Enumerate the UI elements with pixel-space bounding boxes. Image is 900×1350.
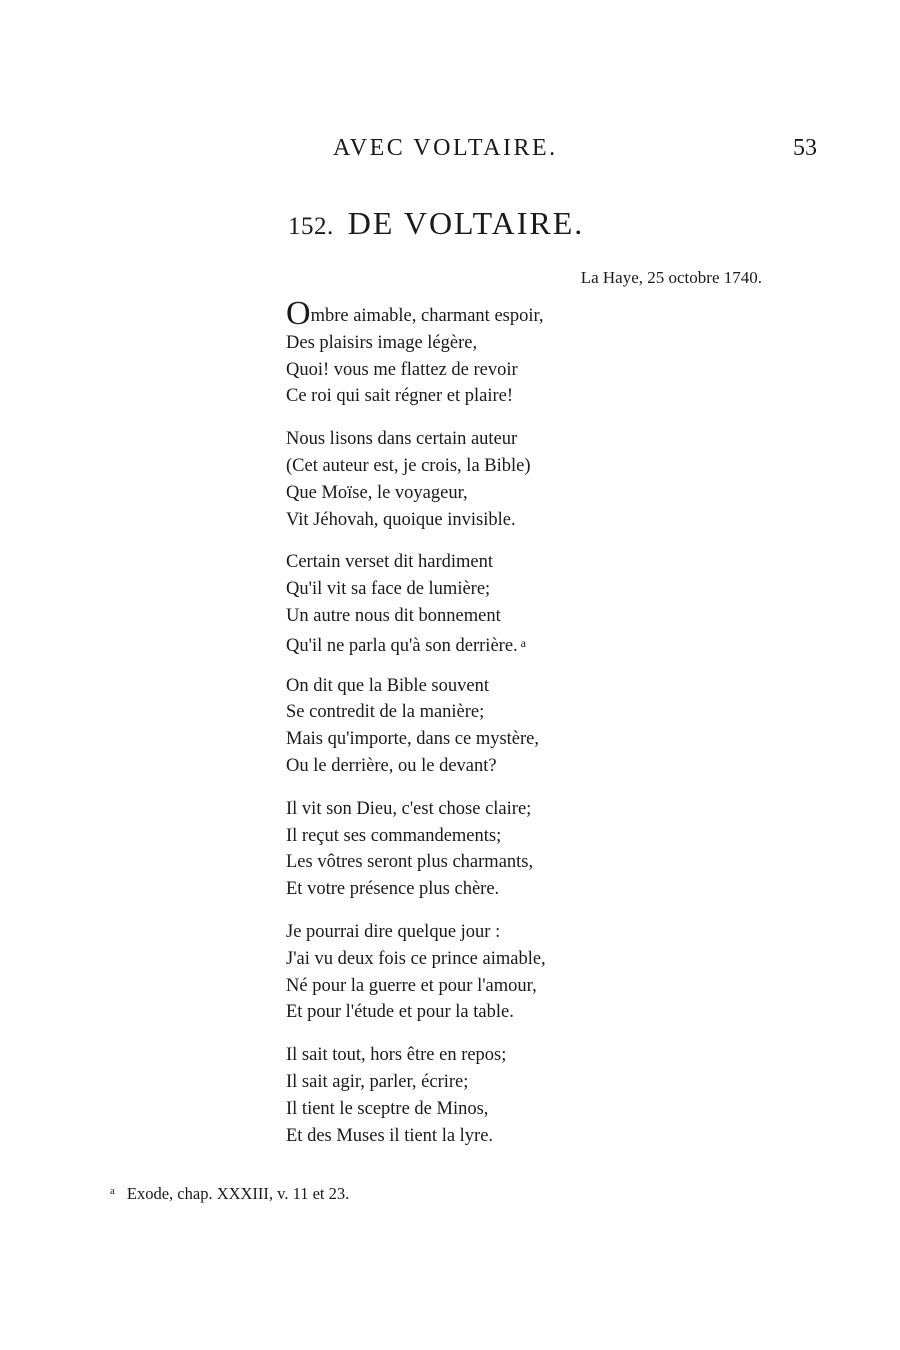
stanza-3: [286, 549, 786, 656]
footnote-text: Exode, chap. XXXIII, v. 11 et 23.: [126, 1184, 350, 1203]
stanza-5: [286, 796, 786, 903]
poem-line: Se contredit de la manière;: [286, 702, 485, 723]
poem-line: Et votre présence plus chère.: [286, 879, 500, 900]
poem-line: Qu'il ne parla qu'à son derrière. $^a$: [286, 635, 526, 656]
initial-letter: O: [286, 295, 311, 332]
stanza-7: [286, 1042, 786, 1149]
poem-line: Il sait agir, parler, écrire;: [286, 1071, 469, 1092]
poem-line: Des plaisirs image légère,: [286, 332, 478, 353]
poem-line: Vit Jéhovah, quoique invisible.: [286, 509, 516, 530]
poem-line: Un autre nous dit bonnement: [286, 605, 501, 626]
poem: [286, 295, 786, 1165]
poem-line: Je pourrai dire quelque jour :: [286, 921, 501, 942]
stanza-2: [286, 426, 786, 533]
poem-line: J'ai vu deux fois ce prince aimable,: [286, 948, 546, 969]
footnote-marker: a: [110, 1185, 115, 1197]
footnote: [110, 1184, 349, 1204]
dateline: La Haye, 25 octobre 1740.: [580, 268, 762, 287]
poem-line: Ce roi qui sait régner et plaire!: [286, 386, 514, 407]
poem-line: Et pour l'étude et pour la table.: [286, 1002, 514, 1023]
poem-line: Il vit son Dieu, c'est chose claire;: [286, 798, 532, 819]
running-head: AVEC VOLTAIRE.: [333, 135, 558, 161]
stanza-6: [286, 919, 786, 1026]
letter-number: 152.: [288, 213, 334, 240]
poem-line: Il tient le sceptre de Minos,: [286, 1098, 489, 1119]
poem-line: Qu'il vit sa face de lumière;: [286, 579, 491, 600]
letter-heading: [288, 205, 584, 242]
poem-line: Ombre aimable, charmant espoir,: [286, 295, 544, 332]
poem-line: Quoi! vous me flattez de revoir: [286, 359, 518, 380]
poem-line: On dit que la Bible souvent: [286, 675, 489, 696]
page-number: 53: [793, 135, 817, 161]
poem-line: Il reçut ses commandements;: [286, 825, 502, 846]
stanza-4: [286, 673, 786, 780]
footnote-reference[interactable]: a: [520, 635, 526, 650]
poem-line: Que Moïse, le voyageur,: [286, 482, 468, 503]
poem-line: Et des Muses il tient la lyre.: [286, 1125, 494, 1146]
poem-line: (Cet auteur est, je crois, la Bible): [286, 455, 531, 476]
poem-line: Certain verset dit hardiment: [286, 552, 494, 573]
poem-line: Né pour la guerre et pour l'amour,: [286, 975, 537, 996]
poem-line: Il sait tout, hors être en repos;: [286, 1045, 507, 1066]
letter-title: DE VOLTAIRE.: [347, 205, 585, 241]
stanza-1: [286, 295, 786, 410]
poem-line: Les vôtres seront plus charmants,: [286, 852, 534, 873]
poem-line: Mais qu'importe, dans ce mystère,: [286, 729, 540, 750]
poem-line: Nous lisons dans certain auteur: [286, 429, 518, 450]
poem-line: Ou le derrière, ou le devant?: [286, 755, 497, 776]
